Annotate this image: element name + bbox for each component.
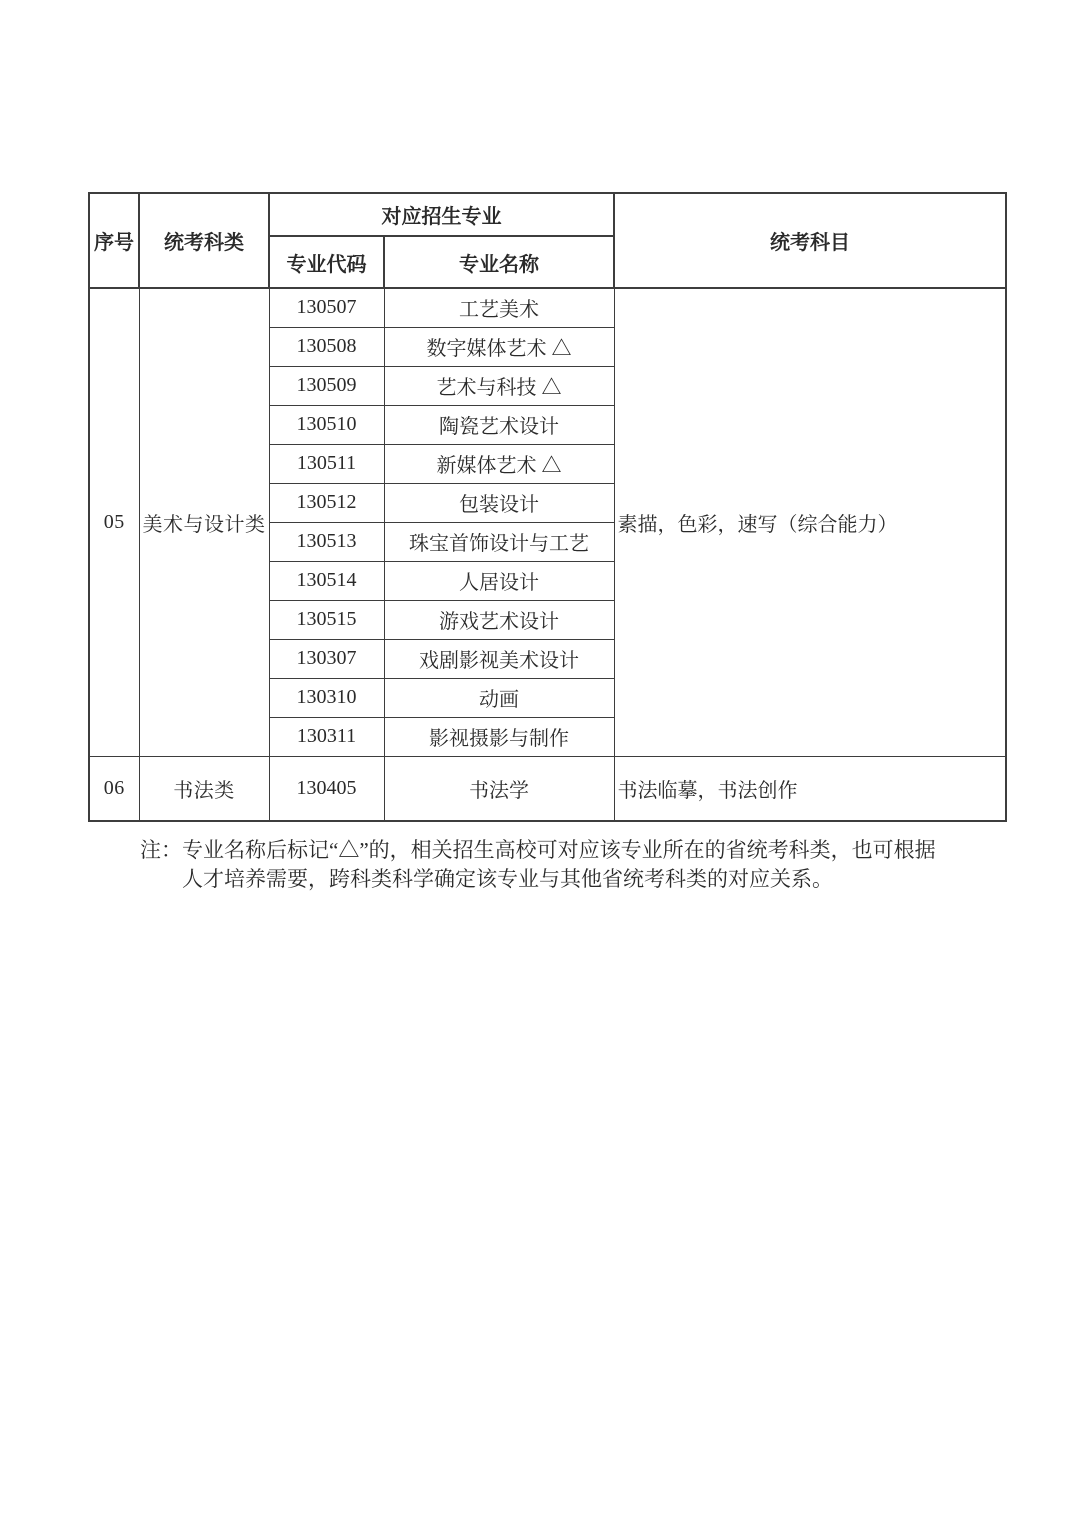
major-code-cell: 130512: [269, 483, 384, 522]
major-name-cell: 新媒体艺术 △: [384, 444, 614, 483]
major-code-cell: 130513: [269, 522, 384, 561]
major-name-cell: 包装设计: [384, 483, 614, 522]
header-major-name: 专业名称: [384, 236, 614, 288]
category-cell: 书法类: [139, 756, 269, 821]
major-name-cell: 动画: [384, 678, 614, 717]
major-code-cell: 130311: [269, 717, 384, 756]
major-code-cell: 130509: [269, 366, 384, 405]
header-major-group: 对应招生专业: [269, 193, 614, 236]
major-code-cell: 130514: [269, 561, 384, 600]
major-name-cell: 书法学: [384, 756, 614, 821]
major-code-cell: 130515: [269, 600, 384, 639]
major-code-cell: 130511: [269, 444, 384, 483]
subjects-cell: 素描，色彩，速写（综合能力）: [614, 288, 1006, 756]
major-code-cell: 130508: [269, 327, 384, 366]
major-name-cell: 人居设计: [384, 561, 614, 600]
major-name-cell: 影视摄影与制作: [384, 717, 614, 756]
major-name-cell: 数字媒体艺术 △: [384, 327, 614, 366]
category-cell: 美术与设计类: [139, 288, 269, 756]
major-code-cell: 130310: [269, 678, 384, 717]
major-name-cell: 陶瓷艺术设计: [384, 405, 614, 444]
major-name-cell: 戏剧影视美术设计: [384, 639, 614, 678]
major-name-cell: 珠宝首饰设计与工艺: [384, 522, 614, 561]
footnote-label: 注：: [140, 838, 182, 862]
header-subjects: 统考科目: [614, 193, 1006, 288]
header-category: 统考科类: [139, 193, 269, 288]
footnote-text: 专业名称后标记“△”的，相关招生高校可对应该专业所在的省统考科类，也可根据人才培养需要，跨科类科学确定该专业与其他省统考科类的对应关系。: [182, 838, 936, 891]
major-code-cell: 130510: [269, 405, 384, 444]
serial-cell: 06: [89, 756, 139, 821]
major-name-cell: 艺术与科技 △: [384, 366, 614, 405]
footnote: [140, 836, 944, 894]
header-row-1: [89, 193, 1006, 236]
major-code-cell: 130307: [269, 639, 384, 678]
major-name-cell: 游戏艺术设计: [384, 600, 614, 639]
major-code-cell: 130405: [269, 756, 384, 821]
header-serial: 序号: [89, 193, 139, 288]
exam-categories-table: [88, 192, 1007, 822]
major-code-cell: 130507: [269, 288, 384, 327]
header-major-code: 专业代码: [269, 236, 384, 288]
major-name-cell: 工艺美术: [384, 288, 614, 327]
serial-cell: 05: [89, 288, 139, 756]
table-row: [89, 756, 1006, 821]
table-row: [89, 288, 1006, 327]
subjects-cell: 书法临摹，书法创作: [614, 756, 1006, 821]
